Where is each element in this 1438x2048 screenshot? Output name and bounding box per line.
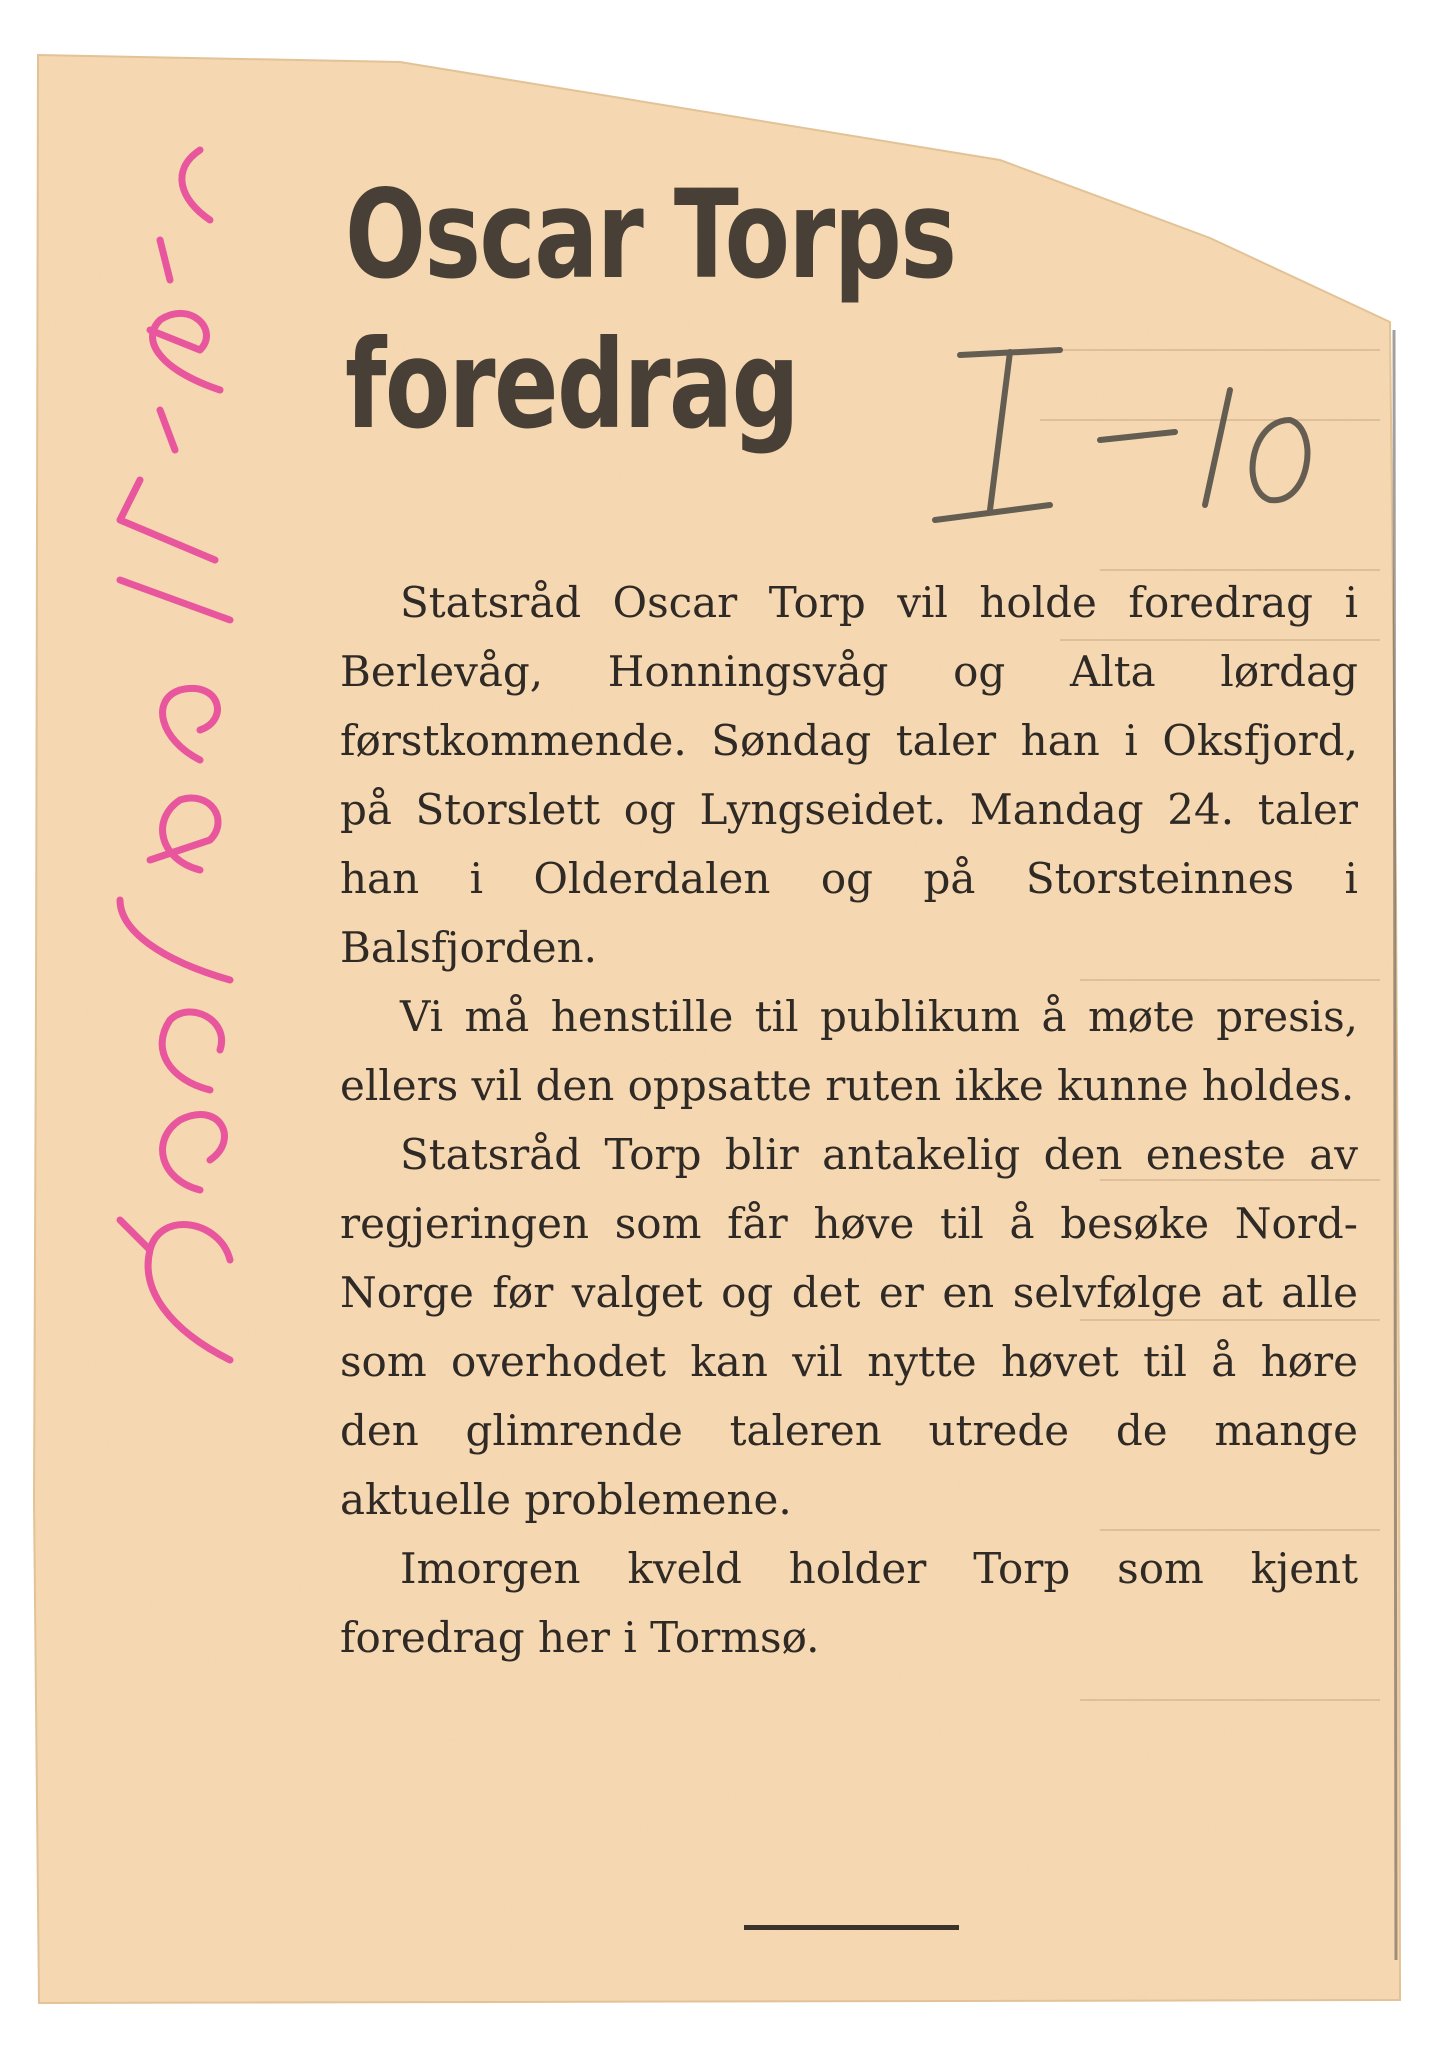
paragraph-4: Imorgen kveld holder Torp som kjent foredrag her i Tormsø. (340, 1544, 1358, 1662)
end-rule (744, 1925, 959, 1930)
headline-line-1: Oscar Torps (345, 164, 956, 306)
paragraph-1: Statsråd Oscar Torp vil holde foredrag i Berlevåg, Honningsvåg og Alta lørdag førstkommende. Søndag taler han i Oksfjord, på Storslett og Lyngseidet. Mandag 24. taler han i Olderdalen og på Storsteinnes i Balsfjorden. (340, 578, 1358, 972)
headline-line-2: foredrag (345, 314, 799, 456)
article-body (340, 568, 1358, 1672)
paragraph-3: Statsråd Torp blir antakelig den eneste av regjeringen som får høve til å besøke Nord-Norge før valget og det er en selvfølge at alle som overhodet kan vil nytte høvet til å høre den glimrende taleren utrede de mange aktuelle problemene. (340, 1130, 1358, 1524)
headline (345, 160, 956, 460)
column-edge-line (1394, 330, 1396, 1960)
paragraph-2: Vi må henstille til publikum å møte presis, ellers vil den oppsatte ruten ikke kunne holdes. (340, 992, 1358, 1110)
